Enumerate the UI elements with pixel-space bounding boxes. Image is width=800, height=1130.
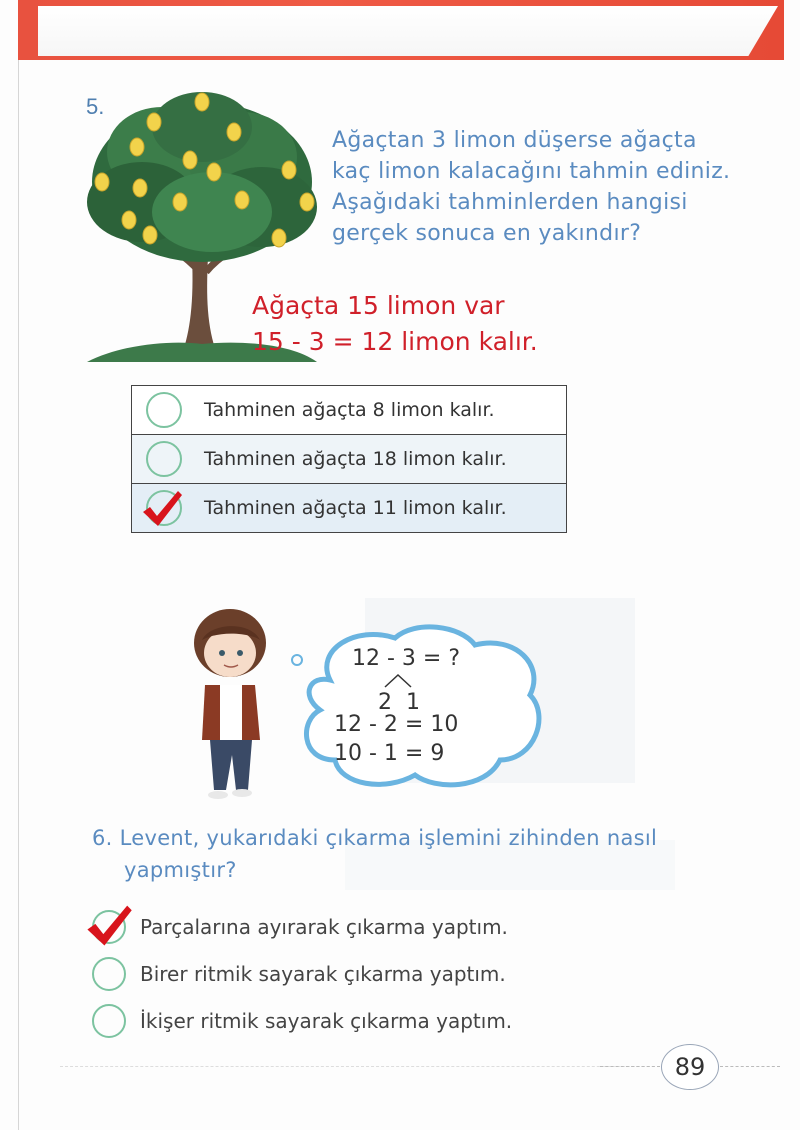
question-6-line: 6. Levent, yukarıdaki çıkarma işlemini zihinden nasıl: [92, 826, 658, 850]
question-5-text: [332, 125, 730, 249]
q6-option[interactable]: [92, 1004, 512, 1038]
option-label: Tahminen ağaçta 8 limon kalır.: [204, 399, 495, 421]
header-banner-inner: [38, 6, 778, 56]
footer-dash: [720, 1066, 780, 1067]
option-row[interactable]: [132, 386, 566, 435]
cloud-step-2: 10 - 1 = 9: [334, 741, 445, 766]
cloud-equation: 12 - 3 = ?: [352, 646, 461, 671]
option-row[interactable]: [132, 435, 566, 484]
question-5-options: [131, 385, 567, 533]
radio-circle-icon[interactable]: [146, 392, 182, 428]
cloud-split: 2 1: [378, 690, 420, 715]
option-label: Birer ritmik sayarak çıkarma yaptım.: [140, 962, 506, 986]
page-number-footer: [560, 1044, 800, 1088]
question-5-line: Ağaçtan 3 limon düşerse ağaçta: [332, 128, 697, 153]
question-6-text: [92, 822, 657, 886]
handwritten-answer: [252, 288, 538, 360]
red-checkmark-icon: [140, 488, 184, 528]
question-5-number: 5.: [86, 94, 105, 119]
question-5-line: Aşağıdaki tahminlerden hangisi: [332, 190, 688, 215]
option-row-selected[interactable]: [132, 484, 566, 532]
q6-option[interactable]: [92, 910, 508, 944]
answer-line: Ağaçta 15 limon var: [252, 291, 505, 320]
question-5-line: gerçek sonuca en yakındır?: [332, 221, 642, 246]
question-6-line: yapmıştır?: [124, 858, 237, 882]
split-caret-icon: [383, 673, 413, 689]
radio-circle-icon[interactable]: [146, 441, 182, 477]
answer-line: 15 - 3 = 12 limon kalır.: [252, 327, 538, 356]
cloud-step-1: 12 - 2 = 10: [334, 712, 459, 737]
red-checkmark-icon: [84, 902, 134, 948]
page-number: 89: [661, 1044, 719, 1090]
radio-circle-icon[interactable]: [92, 1004, 126, 1038]
option-label: Parçalarına ayırarak çıkarma yaptım.: [140, 915, 508, 939]
option-label: Tahminen ağaçta 18 limon kalır.: [204, 448, 507, 470]
option-label: Tahminen ağaçta 11 limon kalır.: [204, 497, 507, 519]
option-label: İkişer ritmik sayarak çıkarma yaptım.: [140, 1009, 513, 1033]
boy-levent-illustration: [180, 605, 280, 805]
q6-option[interactable]: [92, 957, 506, 991]
footer-dash: [600, 1066, 660, 1067]
header-banner: [18, 0, 784, 60]
question-5-line: kaç limon kalacağını tahmin ediniz.: [332, 159, 731, 184]
page-margin-line: [18, 60, 19, 1130]
question-6-number: 6.: [92, 826, 113, 850]
radio-circle-icon[interactable]: [92, 957, 126, 991]
